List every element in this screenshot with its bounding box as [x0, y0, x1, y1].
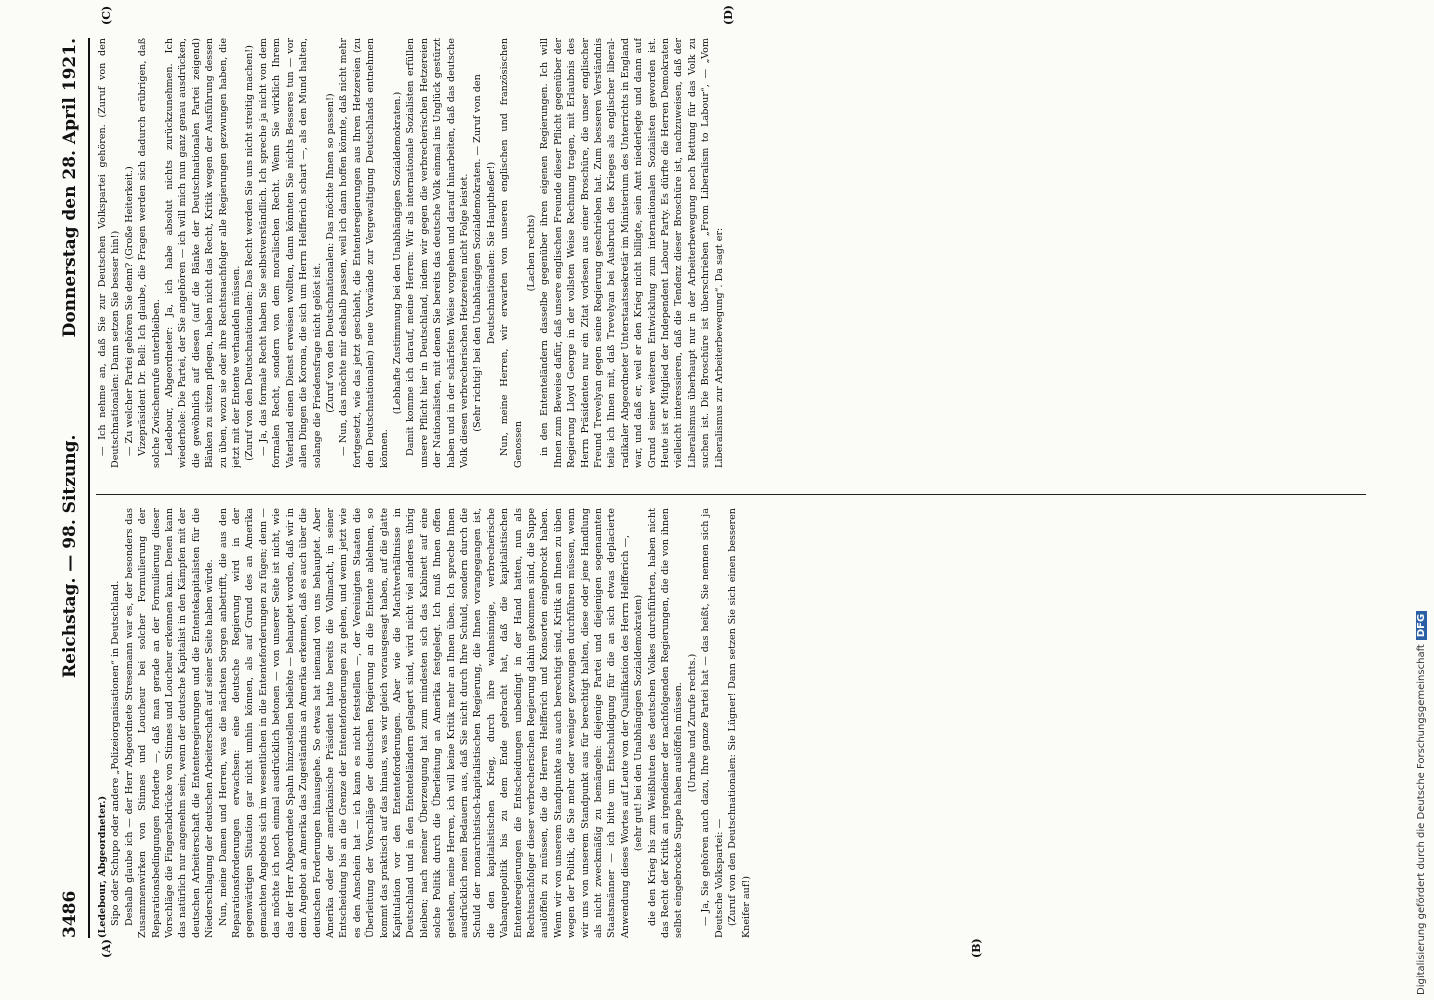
paragraph: — Nun, das möchte mir deshalb passen, weil ich dann hoffen könnte, daß nicht mehr fortgesetzt, wie das jetzt geschieht, die Ententeregierungen aus Ihren Hetzereien (zu den Deutschnationalen) neue Vorwände zur Vergewaltigung Deutschlands entnehmen können.	[338, 38, 390, 468]
paragraph: Ledebour, Abgeordneter: Ja, ich habe absolut nichts zurückzunehmen. Ich wiederhole: Die Partei, der Sie angehören — ich will mich nun ganz genau ausdrücken, die gewöhnlich auf diesen (auf die Bänke der Deutschnationalen Partei zeigend) Bänken zu sitzen pflegen, haben nicht das Recht, Kritik wegen der Ausführung dessen zu üben, wozu sie oder ihre Rechtsnachfolger alle Regierungen gezwungen haben, die jetzt mit der Entente verhandeln müssen.	[164, 38, 243, 468]
running-head: (Ledebour, Abgeordneter.)	[97, 795, 108, 938]
paragraph: Nun, meine Herren, wir erwarten von unseren englischen und französischen Genossen	[499, 38, 524, 468]
paragraph: Vizepräsident Dr. Bell: Ich glaube, die Fragen werden sich dadurch erübrigen, daß solche Zwischenrufe unterbleiben.	[137, 38, 162, 468]
paragraph: — Ja, Sie gehören auch dazu, Ihre ganze Partei hat — das heißt, Sie nennen sich ja Deutsche Volkspartei: —	[700, 508, 725, 938]
paragraph: Nun, meine Damen und Herren, was die nächsten Sorgen anbetrifft, die aus den Reparationsforderungen erwachsen: eine deutsche Regierung wird in der gegenwärtigen Situation gar nicht umhin können, als auf Grund des an Amerika gemachten Angebots sich im wesentlichen in die Ententeforderungen zu fügen; denn — das möchte ich noch einmal ausdrücklich betonen — von unserer Seite ist nicht, wie das der Herr Abgeordnete Spahn hinzustellen beliebte — behauptet worden, daß wir in dem Angebot an Amerika das Zugeständnis an Amerika erkennen, daß es auch über die deutschen Forderungen hinausgehe. So etwas hat niemand von uns behauptet. Aber Amerika oder der amerikanische Präsident hatte bereits die Vollmacht, in seiner Entscheidung bis an die Grenze der Ententeforderungen zu gehen, und wenn jetzt wie es den Anschein hat — ich kann es nicht feststellen —, der Vereinigten Staaten die Überleitung der Vorschläge der deutschen Regierung an die Entente ablehnen, so kommt das praktisch auf das hinaus, was wir gleich vorausgesagt haben, auf die glatte Kapitulation vor den Ententeforderungen. Aber wie die Machtverhältnisse in Deutschland und in den Ententeländern gelagert sind, wird nicht viel anderes übrig bleiben; nach meiner Überzeugung hat zum mindesten sich das Kabinett auf eine solche Politik durch die Überleitung an Amerika festgelegt. Ich muß Ihnen offen gestehen, meine Herren, ich will keine Kritik mehr an Ihnen üben. Ich spreche Ihnen ausdrücklich mein Bedauern aus, daß Sie nicht durch Ihre Schuld, sondern durch die Schuld der monarchistisch-kapitalistischen Regierung, die Ihnen vorangegangen ist, die den kapitalistischen Krieg, durch ihre wahnsinnige, verbrecherische Vabanquepolitik bis zu dem Ende gebracht hat, daß die kapitalistischen Ententeregierungen die Entscheidungen unbedingt in der Hand hatten, nun als Rechtsnachfolger dieser verbrecherischen Regierung dahin gekommen sind, die Suppe auslöffeln zu müssen, die die Herren Helfferich und Konsorten eingebrockt haben. Wenn wir von unserem Standpunkte aus auch berechtigt sind, Kritik an Ihnen zu üben wegen der Politik, die Sie mehr oder weniger gezwungen durchführen müssen, wenn wir uns von unserem Standpunkt aus für berechtigt halten, diese oder jene Handlung als nicht zweckmäßig zu bemängeln: diejenige Partei und diejenigen sogenannten Staatsmänner — ich bitte um Entschuldigung für die an sich etwas deplacierte Anwendung dieses Wortes auf Leute von der Qualifikation des Herrn Helfferich —,	[217, 508, 631, 938]
credit-text: Digitalisierung gefördert durch die Deutsche Forschungsgemeinschaft	[1416, 644, 1427, 995]
page-number: 3486	[60, 890, 80, 938]
margin-mark-a: (A)	[100, 939, 113, 958]
column-fade	[1340, 38, 1366, 468]
right-column	[96, 38, 1366, 468]
paragraph: die den Krieg bis zum Weißbluten des deutschen Volkes durchführten, haben nicht das Recht der Kritik an irgendeiner der nachfolgenden Regierungen, die die von ihnen selbst eingebrockte Suppe haben auslöffeln müssen.	[646, 508, 685, 938]
paragraph: — Ich nehme an, daß Sie zur Deutschen Volkspartei gehören. (Zuruf von den Deutschnationalen: Dann setzen Sie besser hin!)	[97, 38, 122, 468]
margin-mark-b: (B)	[970, 938, 983, 958]
interjection: (Sehr richtig! bei den Unabhängigen Sozialdemokraten. — Zuruf von den Deutschnationalen: Sie Hauptheßer!)	[472, 74, 497, 432]
paragraph: — Zu welcher Partei gehören Sie denn? (Große Heiterkeit.)	[123, 166, 135, 456]
session-date: Donnerstag den 28. April 1921.	[60, 38, 80, 338]
interjection: (Zuruf von den Deutschnationalen: Sie Lügner! Dann setzen Sie sich einen besseren Kneifer auf!)	[727, 508, 752, 938]
page-header	[58, 38, 90, 938]
column-divider	[96, 494, 1366, 495]
paragraph: Deshalb glaube ich — der Herr Abgeordnete Stresemann war es, der besonders das Zusammenwirken von Stinnes und Loucheur bei solcher Formulierung der Reparationsbedingungen forderte —, daß man gerade an der Formulierung dieser Vorschläge die Fingerabdrücke von Stinnes und Loucheur erkennen kann. Denen kann das natürlich nur angenehm sein, wenn der deutsche Kapitalist in den Kämpfen mit der deutschen Arbeiterschaft die Ententeregierungen und die Ententekapitalisten für die Niederschlagung der deutschen Arbeiterschaft auf seiner Seite haben würde.	[123, 508, 216, 938]
interjection: (Lachen rechts)	[526, 214, 537, 292]
session-title: Reichstag. — 98. Sitzung.	[60, 434, 80, 678]
interjection: (sehr gut! bei den Unabhängigen Sozialdemokraten)	[633, 594, 645, 852]
paragraph: Sipo oder Schupo oder andere „Polizeiorganisationen“ in Deutschland.	[110, 580, 122, 926]
interjection: (Unruhe und Zurufe rechts.)	[686, 653, 698, 793]
interjection: (Zuruf von den Deutschnationalen: Das möchte Ihnen so passen!)	[324, 93, 336, 413]
paragraph: — Ja, das formale Recht haben Sie selbstverständlich. Ich spreche ja nicht von dem formalen Recht, sondern von dem moralischen Recht. Wenn Sie wirklich Ihrem Vaterland einen Dienst erweisen wollten, dann könnten Sie nichts Besseres tun — vor allen Dingen die Korona, die sich um Herrn Helfferich schart —, als den Mund halten, solange die Friedensfrage nicht gelöst ist.	[257, 38, 323, 468]
paragraph: in den Ententeländern dasselbe gegenüber ihren eigenen Regierungen. Ich will Ihnen zum Beweise dafür, daß unsere englischen Freunde dieser Pflicht gegenüber der Regierung Lloyd George in der vollsten Weise Rechnung tragen, mit Erlaubnis des Herrn Präsidenten nur ein Zitat vorlesen aus einer Broschüre, die unser englischer Freund Trevelyan gegen seine Regierung geschrieben hat. Zum besseren Verständnis teile ich Ihnen mit, daß Trevelyan bei Ausbruch des Krieges als englischer liberal-radikaler Abgeordneter Unterstaatssekretär im Ministerium des Unterrichts in England war, und daß er, weil er den Krieg nicht billigte, sein Amt niederlegte und dann auf Grund seiner weiteren Entwicklung zum internationalen Sozialisten geworden ist. Heute ist er Mitglied der Independent Labour Party. Es dürfte die Herren Demokraten vielleicht interessieren, daß die Tendenz dieser Broschüre ist, nachzuweisen, daß der Liberalismus überhaupt nur in der Arbeiterbewegung noch Rettung für das Volk zu suchen ist. Die Broschüre ist überschrieben „From Liberalism to Labour“, — „Vom Liberalismus zur Arbeiterbewegung“. Da sagt er:	[539, 38, 725, 468]
interjection: (Zuruf von den Deutschnationalen: Das Recht werden Sie uns nicht streitig machen!)	[244, 45, 256, 461]
margin-mark-d: (D)	[722, 5, 735, 25]
digitization-credit	[1416, 15, 1427, 995]
dfg-logo: DFG	[1416, 611, 1427, 640]
paragraph: Damit komme ich darauf, meine Herren: Wir als internationale Sozialisten erfüllen unsere Pflicht hier in Deutschland, indem wir gegen die verbrecherischen Hetzereien der Nationalisten, mit denen Sie bereits das deutsche Volk einmal ins Unglück gestürzt haben und in der schärfsten Weise vorgehen und darauf hinarbeiten, daß das deutsche Volk diesen verbrecherischen Hetzereien nicht Folge leistet.	[405, 38, 470, 468]
left-column	[96, 508, 1366, 938]
margin-mark-c: (C)	[100, 5, 113, 25]
interjection: (Lebhafte Zustimmung bei den Unabhängigen Sozialdemokraten.)	[391, 91, 403, 415]
